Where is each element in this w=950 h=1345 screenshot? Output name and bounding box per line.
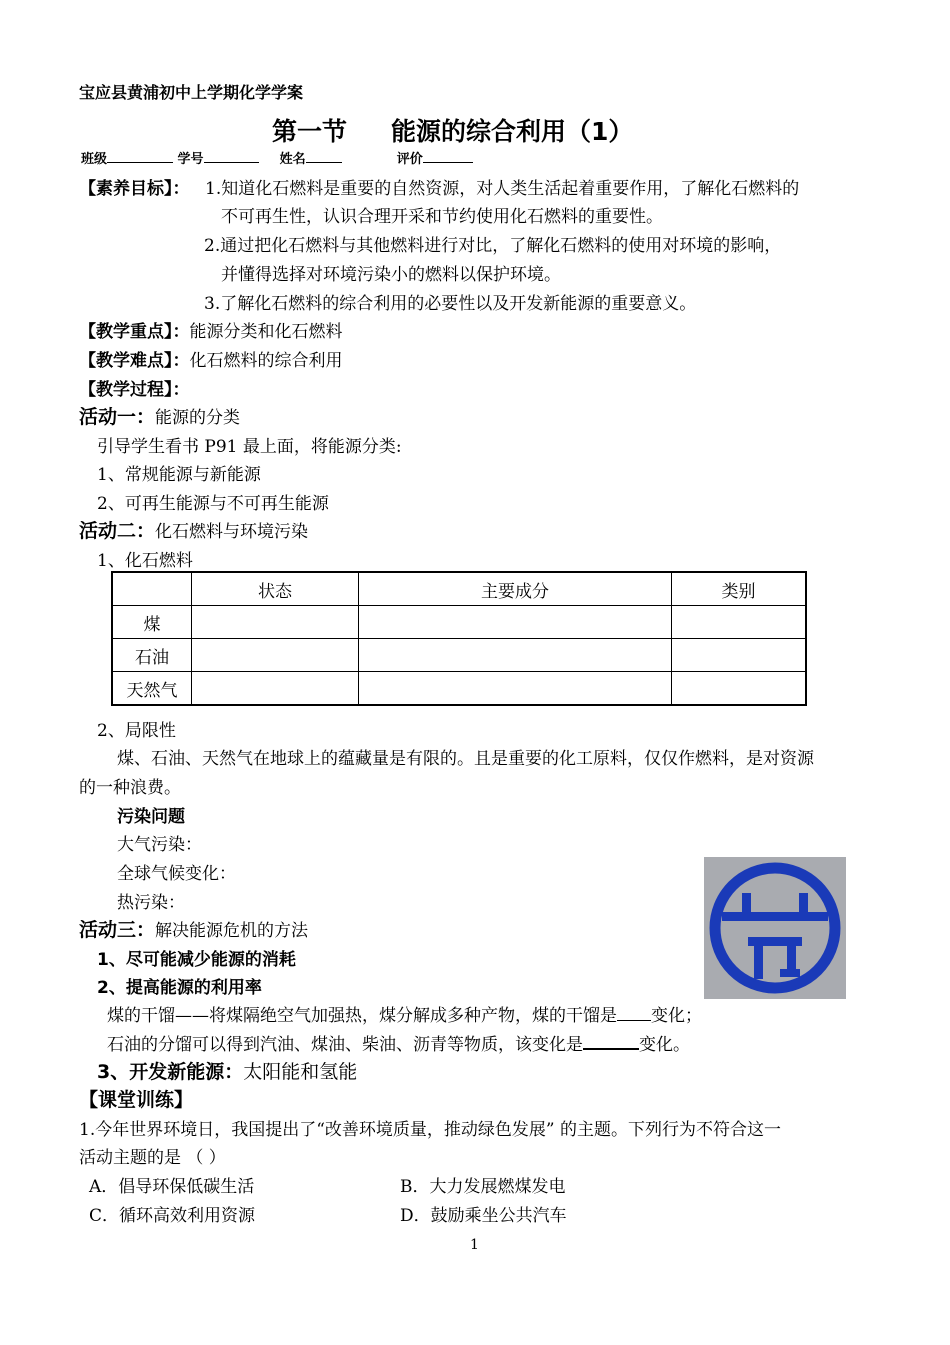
question1-line-1: 1.今年世界环境日，我国提出了“改善环境质量，推动绿色发展” 的主题。下列行为不符合这一 (79, 1120, 782, 1140)
activity3-title: 解决能源危机的方法 (155, 921, 309, 941)
oil-change-blank[interactable] (583, 1034, 639, 1050)
pollution-thermal: 热污染： (117, 893, 185, 913)
info-fields (81, 148, 473, 167)
point3-label: 3、开发新能源： (97, 1061, 244, 1083)
activity2-title: 化石燃料与环境污染 (155, 522, 309, 542)
pollution-air: 大气污染： (117, 835, 202, 855)
difficulty-label: 【教学难点】： (79, 351, 190, 371)
activity2-heading (79, 516, 308, 543)
oil-line-text: 石油的分馏可以得到汽油、煤油、柴油、沥青等物质，该变化是 (107, 1035, 583, 1055)
table-header-cell: 状态 (192, 572, 359, 606)
oil-fractionation-line (107, 1030, 690, 1055)
title-topic: 能源的综合利用（1） (391, 117, 634, 146)
activity1-line-1: 引导学生看书 P91 最上面，将能源分类: (97, 437, 402, 457)
point3-text: 太阳能和氢能 (243, 1061, 358, 1083)
table-cell[interactable] (192, 639, 359, 672)
goal-line-3: 2.通过把化石燃料与其他燃料进行对比，了解化石燃料的使用对环境的影响， (204, 236, 782, 256)
table-cell[interactable] (672, 606, 807, 639)
activity2-sub2: 2、局限性 (97, 721, 176, 741)
class-blank[interactable] (107, 148, 173, 163)
table-cell[interactable] (192, 672, 359, 706)
number-label: 学号 (177, 152, 204, 167)
row-label-coal: 煤 (112, 606, 192, 639)
option-b[interactable]: B．大力发展燃煤发电 (400, 1177, 566, 1197)
table-header-cell (112, 572, 192, 606)
page-title (272, 112, 633, 148)
training-label: 【课堂训练】 (79, 1089, 194, 1111)
goal-line-5: 3.了解化石燃料的综合利用的必要性以及开发新能源的重要意义。 (204, 294, 697, 314)
table-header-row (112, 572, 806, 606)
coal-distillation-line (107, 1001, 702, 1026)
school-header: 宝应县黄浦初中上学期化学学案 (79, 83, 304, 102)
activity1-line-3: 2、可再生能源与不可再生能源 (97, 494, 329, 514)
option-c[interactable]: C．循环高效利用资源 (89, 1206, 256, 1226)
oil-line-end: 变化。 (639, 1035, 690, 1055)
table-cell[interactable] (192, 606, 359, 639)
activity1-line-2: 1、常规能源与新能源 (97, 465, 261, 485)
evaluation-label: 评价 (396, 152, 423, 167)
row-label-gas: 天然气 (112, 672, 192, 706)
limitation-line-1: 煤、石油、天然气在地球上的蕴藏量是有限的。且是重要的化工原料，仅仅作燃料，是对资源 (117, 749, 814, 769)
activity3-point3 (97, 1057, 357, 1084)
coal-line-end: 变化； (651, 1006, 702, 1026)
table-header-cell: 类别 (672, 572, 807, 606)
difficulty-text: 化石燃料的综合利用 (189, 351, 343, 371)
table-cell[interactable] (672, 672, 807, 706)
goal-line-2: 不可再生性，认识合理开采和节约使用化石燃料的重要性。 (221, 207, 663, 227)
key-point-text: 能源分类和化石燃料 (189, 322, 343, 342)
activity3-point1: 1、尽可能减少能源的消耗 (97, 950, 296, 970)
fossil-fuel-table (111, 571, 807, 706)
key-point-label: 【教学重点】： (79, 322, 190, 342)
process-label: 【教学过程】： (79, 380, 190, 400)
goal-line-4: 并懂得选择对环境污染小的燃料以保护环境。 (221, 265, 561, 285)
pollution-climate: 全球气候变化： (117, 864, 236, 884)
activity3-label: 活动三： (79, 919, 156, 941)
activity2-label: 活动二： (79, 520, 156, 542)
class-label: 班级 (81, 152, 108, 167)
table-row (112, 639, 806, 672)
limitation-line-2: 的一种浪费。 (79, 778, 181, 798)
name-blank[interactable] (306, 148, 342, 163)
pollution-title: 污染问题 (117, 807, 185, 827)
activity1-title: 能源的分类 (155, 408, 241, 428)
table-cell[interactable] (359, 606, 672, 639)
row-label-oil: 石油 (112, 639, 192, 672)
difficulty (79, 346, 343, 371)
activity1-heading (79, 402, 240, 429)
activity1-label: 活动一： (79, 406, 156, 428)
table-header-cell: 主要成分 (359, 572, 672, 606)
logo-emblem-icon (704, 857, 846, 999)
number-blank[interactable] (204, 148, 259, 163)
option-a[interactable]: A．倡导环保低碳生活 (89, 1177, 255, 1197)
question1-line-2: 活动主题的是 （ ） (79, 1148, 226, 1168)
activity2-sub1: 1、化石燃料 (97, 551, 193, 571)
option-d[interactable]: D．鼓励乘坐公共汽车 (400, 1206, 567, 1226)
title-section: 第一节 (272, 117, 348, 146)
table-cell[interactable] (359, 672, 672, 706)
key-point (79, 317, 343, 342)
activity3-point2: 2、提高能源的利用率 (97, 978, 262, 998)
page-number: 1 (470, 1237, 479, 1253)
goals-label: 【素养目标】： (79, 179, 190, 199)
school-logo-image (704, 857, 846, 999)
table-cell[interactable] (672, 639, 807, 672)
table-row (112, 672, 806, 706)
coal-line-text: 煤的干馏——将煤隔绝空气加强热，煤分解成多种产物，煤的干馏是 (107, 1006, 617, 1026)
goal-line-1: 1.知道化石燃料是重要的自然资源，对人类生活起着重要作用，了解化石燃料的 (205, 179, 800, 199)
activity3-heading (79, 915, 308, 942)
name-label: 姓名 (279, 152, 306, 167)
coal-change-blank[interactable] (617, 1006, 651, 1021)
table-row (112, 606, 806, 639)
evaluation-blank[interactable] (423, 148, 473, 163)
table-cell[interactable] (359, 639, 672, 672)
